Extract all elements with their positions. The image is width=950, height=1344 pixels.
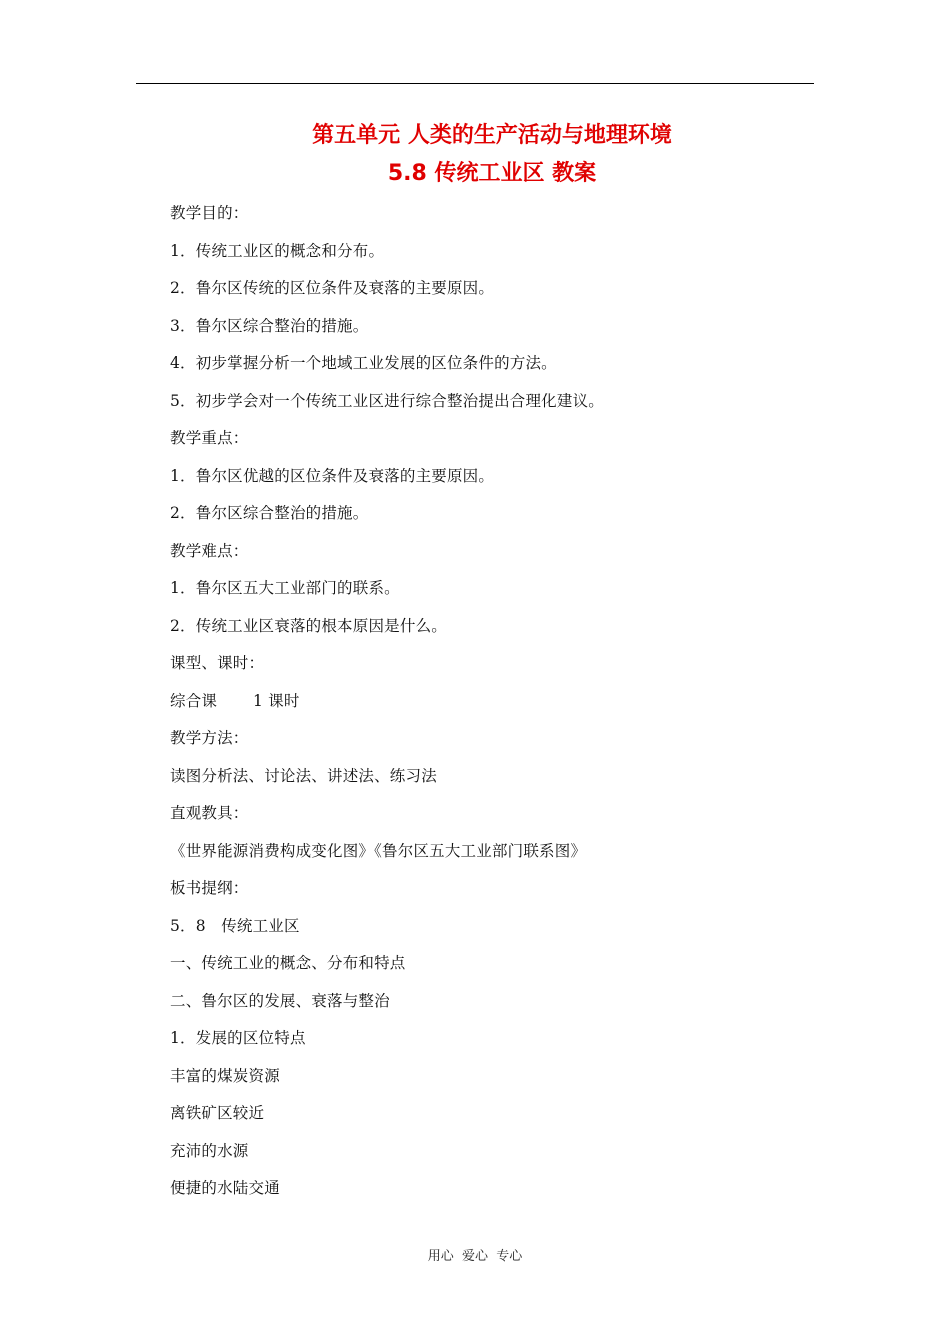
body-line: 丰富的煤炭资源 bbox=[170, 1066, 280, 1085]
body-line: 直观教具： bbox=[170, 804, 249, 822]
body-line: 教学难点： bbox=[170, 541, 249, 560]
body-line: 1．鲁尔区优越的区位条件及衰落的主要原因。 bbox=[170, 466, 495, 485]
body-line: 2．鲁尔区传统的区位条件及衰落的主要原因。 bbox=[170, 279, 495, 297]
body-line: 板书提纲： bbox=[170, 879, 249, 897]
header-rule bbox=[136, 83, 814, 84]
body-line: 综合课 1 课时 bbox=[170, 691, 300, 710]
body-line: 课型、课时： bbox=[170, 654, 265, 672]
body-line: 2．鲁尔区综合整治的措施。 bbox=[170, 504, 369, 522]
page-footer: 用心 爱心 专心 bbox=[427, 1249, 523, 1264]
body-line: 3．鲁尔区综合整治的措施。 bbox=[170, 316, 369, 335]
body-line: 1．鲁尔区五大工业部门的联系。 bbox=[170, 579, 400, 597]
body-line: 1．发展的区位特点 bbox=[170, 1029, 306, 1047]
body-line: 二、鲁尔区的发展、衰落与整治 bbox=[170, 991, 390, 1010]
body-line: 教学重点： bbox=[170, 429, 249, 447]
body-line: 读图分析法、讨论法、讲述法、练习法 bbox=[170, 766, 437, 785]
body-line: 5．初步学会对一个传统工业区进行综合整治提出合理化建议。 bbox=[170, 391, 604, 410]
body-line: 教学目的： bbox=[170, 204, 249, 222]
body-line: 一、传统工业的概念、分布和特点 bbox=[170, 954, 406, 972]
document-subtitle: 5.8 传统工业区 教案 bbox=[387, 161, 597, 186]
body-line: 5．8 传统工业区 bbox=[170, 916, 300, 935]
body-line: 《世界能源消费构成变化图》《鲁尔区五大工业部门联系图》 bbox=[170, 841, 587, 860]
body-line: 4．初步掌握分析一个地域工业发展的区位条件的方法。 bbox=[170, 354, 557, 372]
document-body bbox=[170, 200, 604, 1213]
body-line: 离铁矿区较近 bbox=[170, 1104, 265, 1122]
body-line: 1．传统工业区的概念和分布。 bbox=[170, 241, 385, 260]
body-line: 充沛的水源 bbox=[170, 1141, 249, 1160]
body-line: 教学方法： bbox=[170, 729, 249, 747]
document-title: 第五单元 人类的生产活动与地理环境 bbox=[312, 123, 672, 148]
body-line: 便捷的水陆交通 bbox=[170, 1179, 280, 1197]
body-line: 2．传统工业区衰落的根本原因是什么。 bbox=[170, 616, 447, 635]
